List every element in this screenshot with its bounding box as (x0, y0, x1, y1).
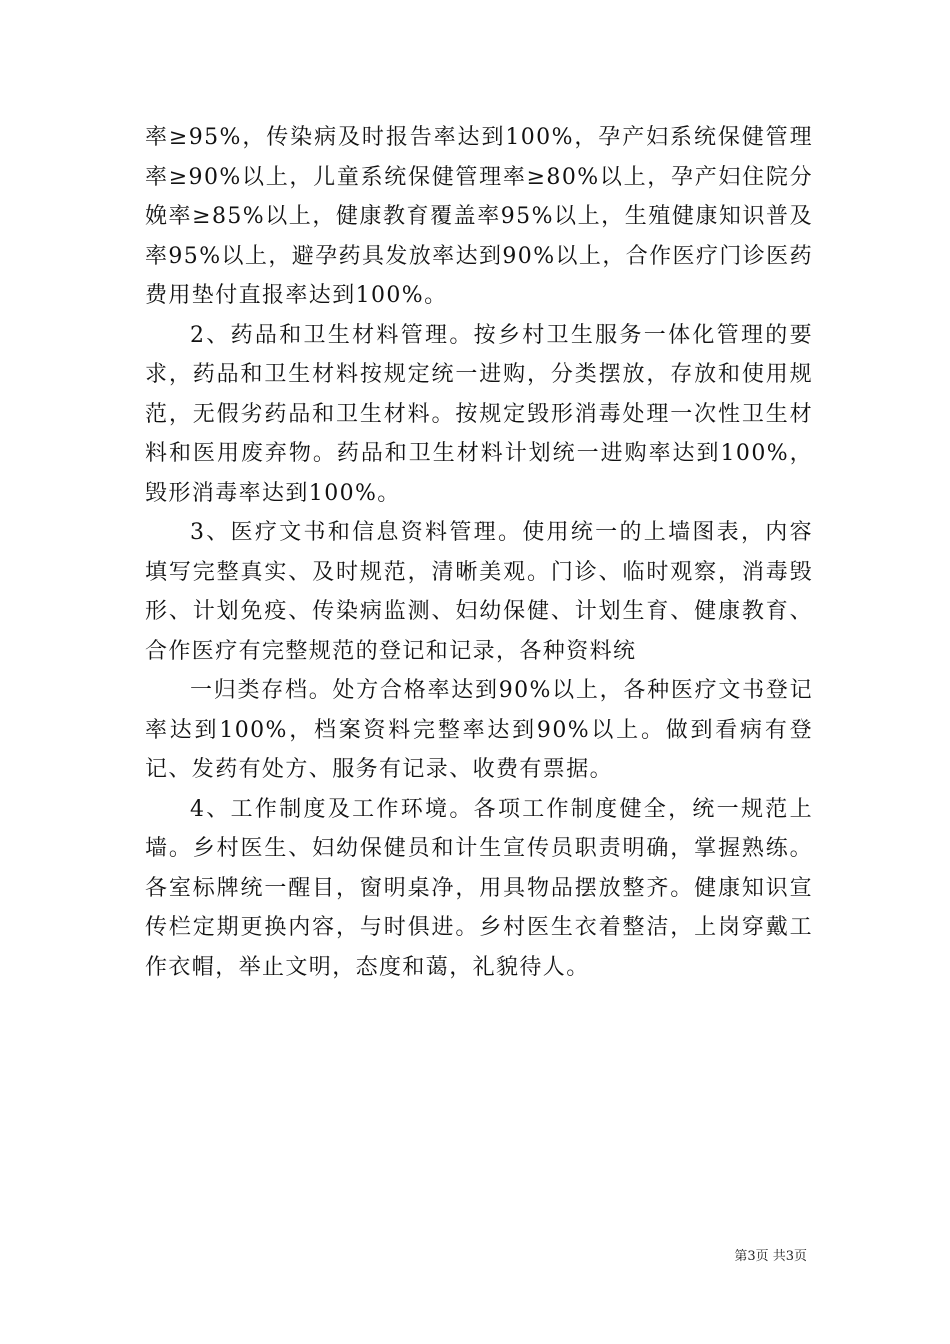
paragraph-work-system: 4、工作制度及工作环境。各项工作制度健全，统一规范上墙。乡村医生、妇幼保健员和计生宣传员职责明确，掌握熟练。各室标牌统一醒目，窗明桌净，用具物品摆放整齐。健康知识宣传栏定期更换内容，与时俱进。乡村医生衣着整洁，上岗穿戴工作衣帽，举止文明，态度和蔼，礼貌待人。 (145, 796, 813, 980)
paragraph-continuation: 率≥95%，传染病及时报告率达到100%，孕产妇系统保健管理率≥90%以上，儿童系统保健管理率≥80%以上，孕产妇住院分娩率≥85%以上，健康教育覆盖率95%以上，生殖健康知识普及率95%以上，避孕药具发放率达到90%以上，合作医疗门诊医药费用垫付直报率达到100%。 (145, 125, 813, 308)
paragraph-drug-materials: 2、药品和卫生材料管理。按乡村卫生服务一体化管理的要求，药品和卫生材料按规定统一进购，分类摆放，存放和使用规范，无假劣药品和卫生材料。按规定毁形消毒处理一次性卫生材料和医用废弃物。药品和卫生材料计划统一进购率达到100%，毁形消毒率达到100%。 (145, 322, 813, 506)
page-number: 第3页 共3页 (734, 1249, 807, 1264)
document-body (145, 118, 813, 987)
paragraph-medical-records: 3、医疗文书和信息资料管理。使用统一的上墙图表，内容填写完整真实、及时规范，清晰美观。门诊、临时观察，消毒毁形、计划免疫、传染病监测、妇幼保健、计划生育、健康教育、合作医疗有完整规范的登记和记录，各种资料统 (145, 520, 813, 664)
paragraph-archiving: 一归类存档。处方合格率达到90%以上，各种医疗文书登记率达到100%，档案资料完整率达到90%以上。做到看病有登记、发药有处方、服务有记录、收费有票据。 (145, 678, 813, 782)
